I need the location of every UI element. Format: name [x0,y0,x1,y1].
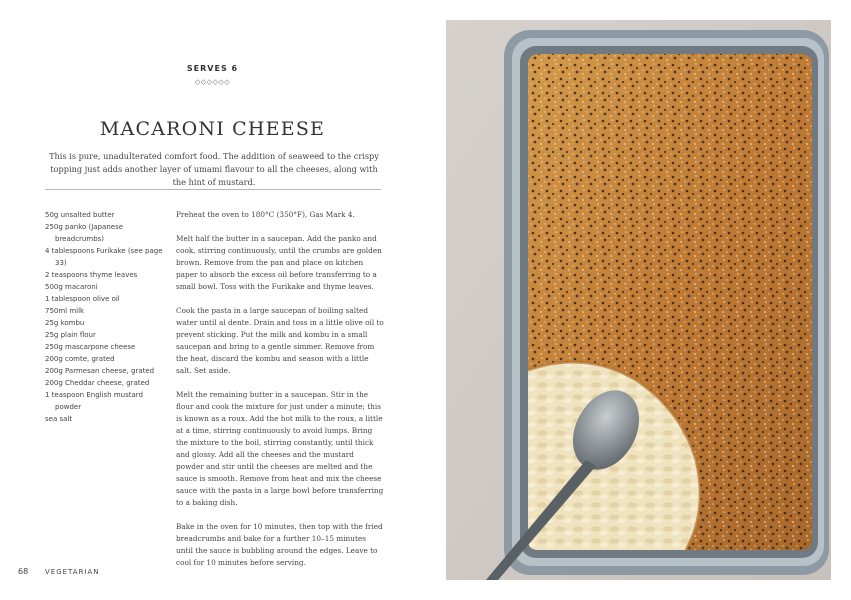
ingredients-list [45,209,170,425]
section-divider [45,189,381,190]
method-step: Bake in the oven for 10 minutes, then top with the fried breadcrumbs and bake for a further 10–15 minutes until the sauce is bubbling around the edges. Leave to cool for 10 minutes before serving. [176,522,383,567]
ingredient-item: 250g mascarpone cheese [45,343,136,351]
serves-label: SERVES 6 [186,64,239,73]
ingredient-item: 50g unsalted butter [45,211,115,219]
page-number: 68 [18,567,29,576]
method-step: Cook the pasta in a large saucepan of boiling salted water until al dente. Drain and toss in a little olive oil to prevent sticking. Put the milk and kombu in a small saucepan and bring to a gentle simmer. Remove from the heat, discard the kombu and season with a little salt. Set aside. [176,306,384,375]
recipe-title: MACARONI CHEESE [99,118,326,140]
ingredient-item: 25g kombu [45,319,85,327]
diamond-ornament-icon: ◇◇◇◇◇◇ [194,78,231,86]
ingredient-item: 1 tablespoon olive oil [45,295,120,303]
macaroni-cheese-photo [446,20,831,580]
ingredient-item: 200g Parmesan cheese, grated [45,367,155,375]
ingredient-item: 4 tablespoons Furikake (see page 33) [45,247,163,267]
food-photo-illustration [446,20,831,580]
ingredient-item: 250g panko (Japanese breadcrumbs) [45,223,124,243]
ingredient-item: 750ml milk [45,307,85,315]
method-step: Melt the remaining butter in a saucepan. Stir in the flour and cook the mixture for just under a minute; this is known as a roux. Add the hot milk to the roux, a little at a time, stirring continuously to avoid lumps. Bring the mixture to the boil, stirring constantly, until thick and glossy. Add all the cheeses and the mustard powder and stir until the cheeses are melted and the sauce is smooth. Remove from heat and mix the cheese sauce with the pasta in a large bowl before transferring to a baking dish. [176,390,384,507]
method-steps [176,209,384,581]
section-name: VEGETARIAN [45,568,100,576]
ingredient-item: sea salt [45,415,73,423]
recipe-intro: This is pure, unadulterated comfort food. The addition of seaweed to the crispy topping just adds another layer of umami flavour to all the cheeses, along with the hint of mustard. [49,151,379,187]
ingredient-item: 500g macaroni [45,283,98,291]
ingredient-item: 2 teaspoons thyme leaves [45,271,138,279]
method-step: Preheat the oven to 180°C (350°F), Gas Mark 4. [176,210,355,219]
ingredient-item: 25g plain flour [45,331,96,339]
method-step: Melt half the butter in a saucepan. Add the panko and cook, stirring continuously, until the crumbs are golden brown. Remove from the pan and place on kitchen paper to absorb the excess oil before transferring to a small bowl. Toss with the Furikake and thyme leaves. [176,234,382,291]
ingredient-item: 1 teaspoon English mustard powder [45,391,143,411]
ingredient-item: 200g Cheddar cheese, grated [45,379,150,387]
ingredient-item: 200g comte, grated [45,355,115,363]
